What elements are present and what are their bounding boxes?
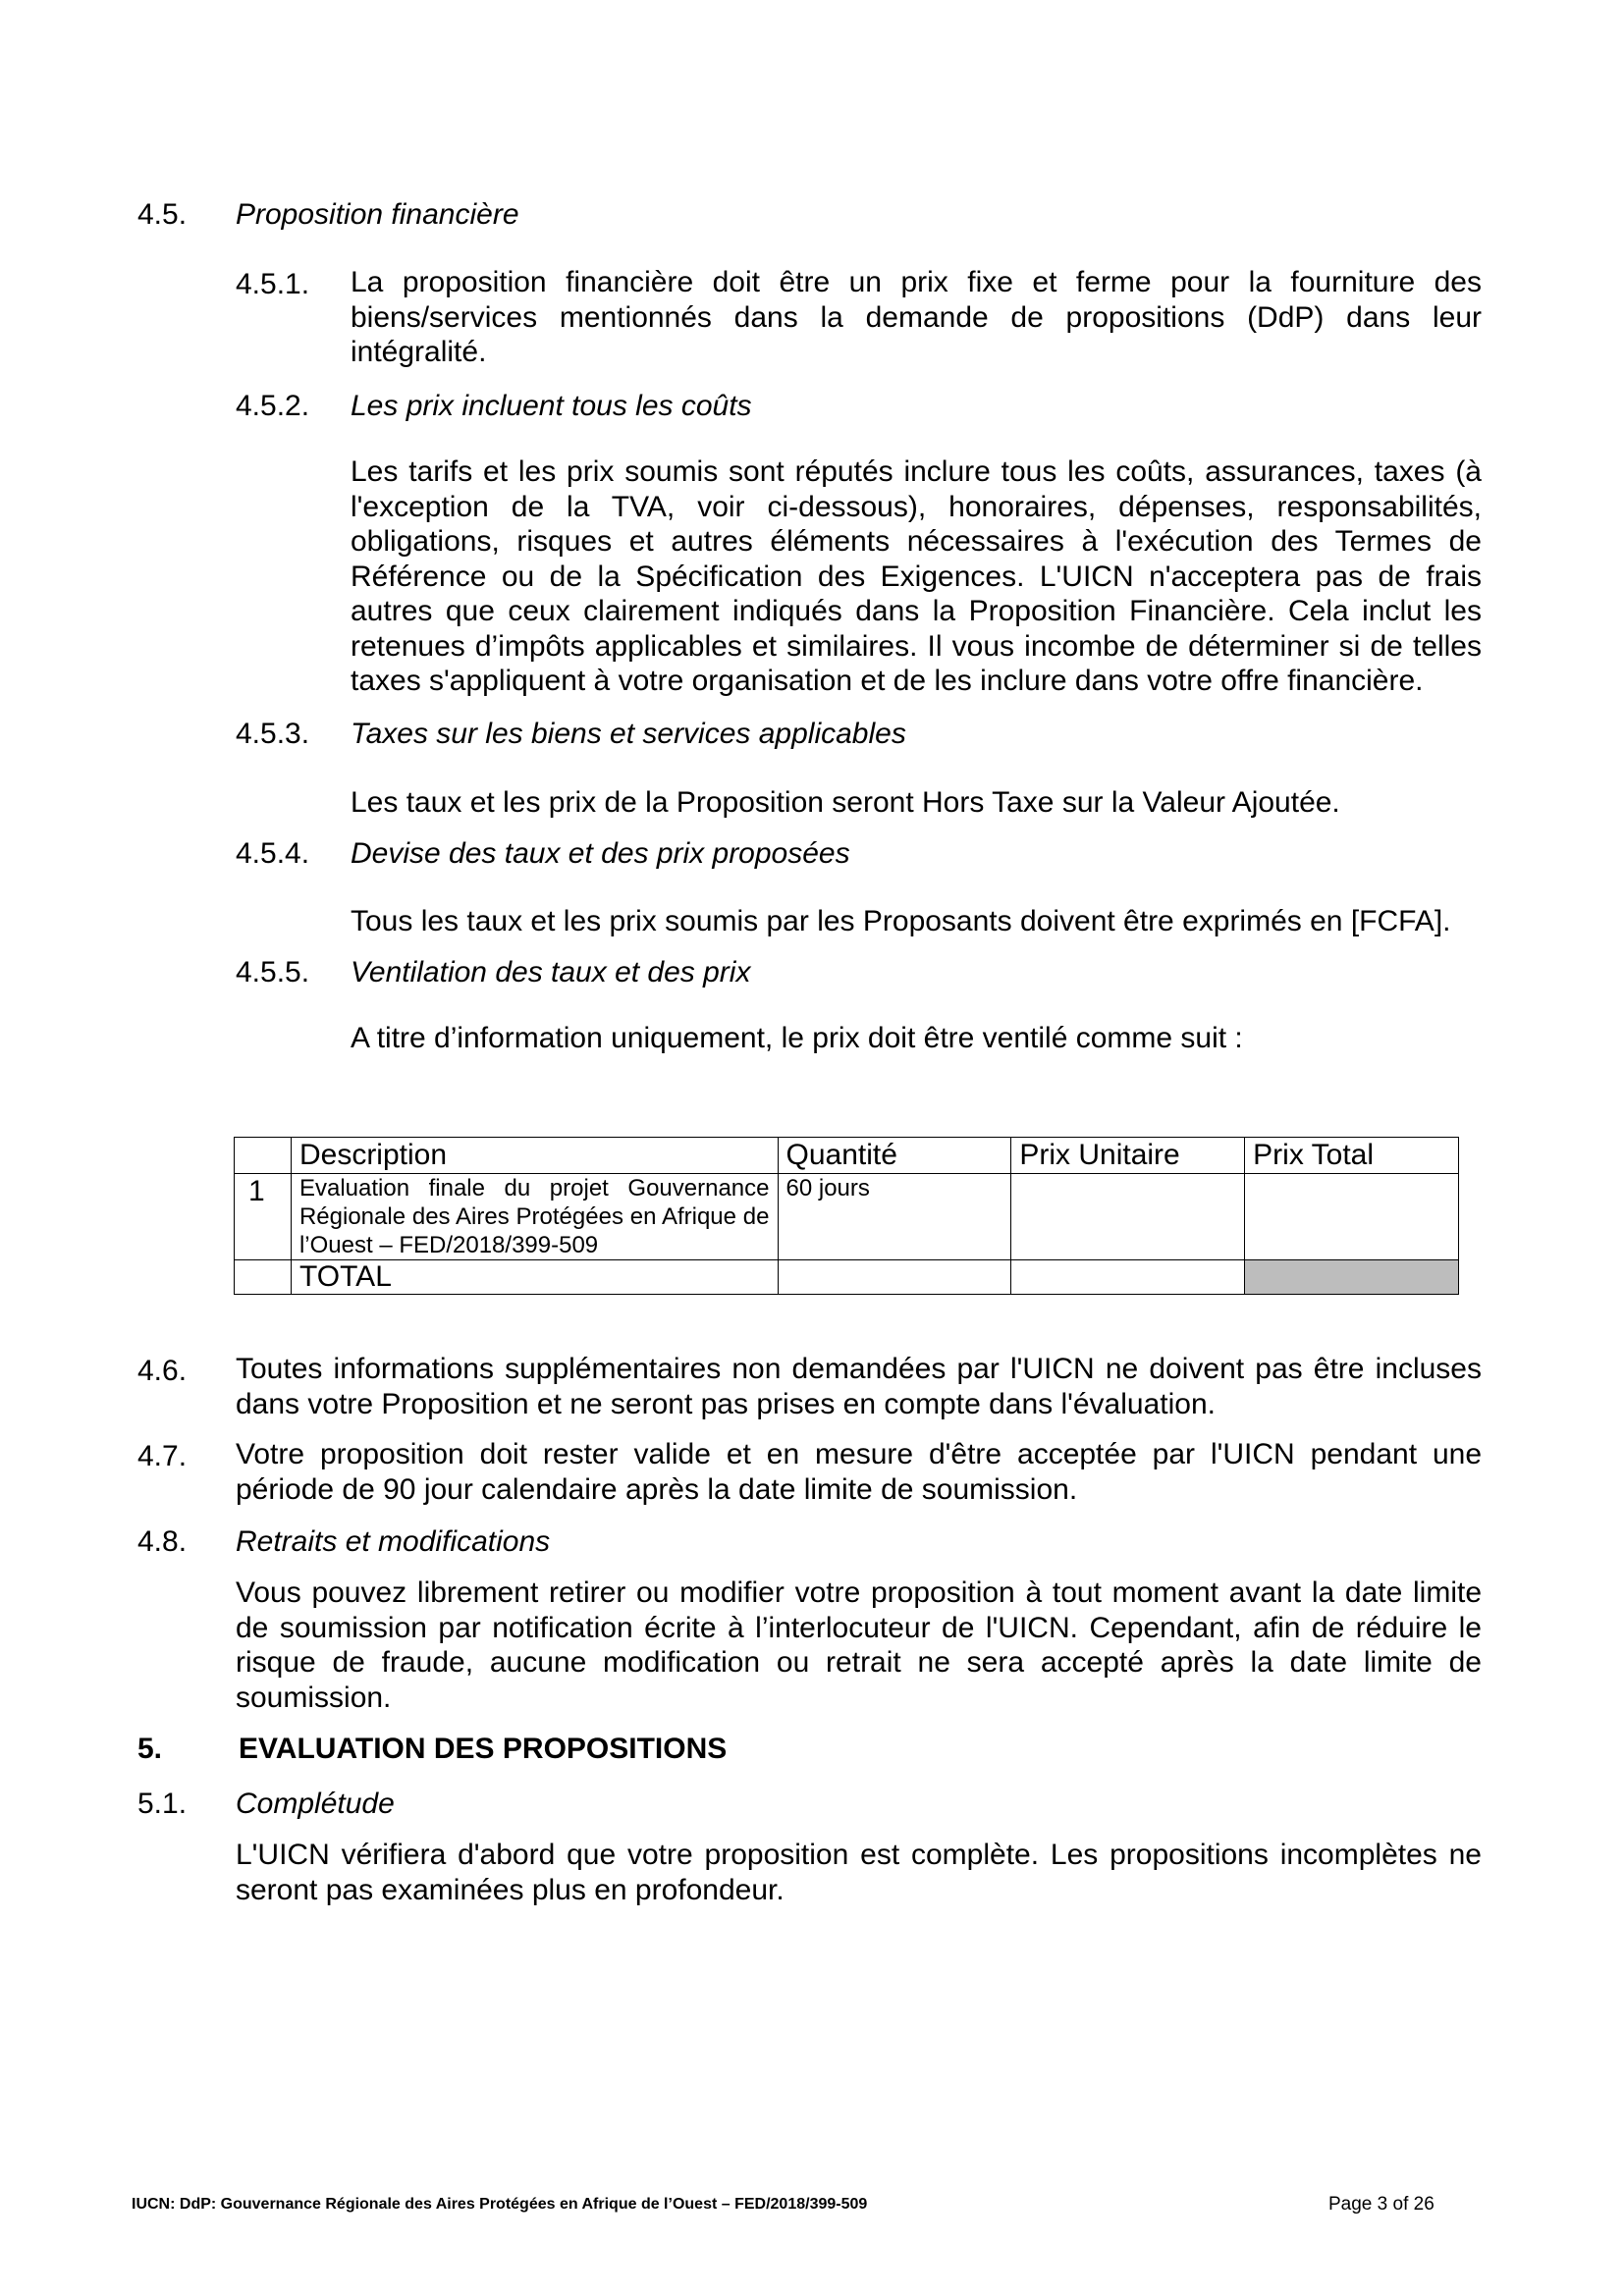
section-number: 4.8. xyxy=(137,1525,188,1558)
chapter-number: 5. xyxy=(137,1733,163,1765)
table-header-cell xyxy=(235,1138,292,1174)
section-number: 4.5. xyxy=(137,198,188,231)
subsection-title: Les prix incluent tous les coûts xyxy=(351,390,752,422)
table-cell xyxy=(1011,1260,1245,1295)
section-title: Complétude xyxy=(236,1788,395,1820)
section-number: 4.6. xyxy=(137,1355,188,1387)
subsection-title: Devise des taux et des prix proposées xyxy=(351,837,850,870)
footer-page-number: Page 3 of 26 xyxy=(1328,2194,1435,2215)
subsection-title: Ventilation des taux et des prix xyxy=(351,956,751,988)
table-total-row xyxy=(235,1260,1459,1295)
table-header-cell: Description xyxy=(291,1138,778,1174)
table-cell xyxy=(235,1260,292,1295)
table-cell xyxy=(1245,1174,1459,1260)
table-cell xyxy=(778,1260,1011,1295)
table-cell: TOTAL xyxy=(291,1260,778,1295)
section-title: Retraits et modifications xyxy=(236,1525,551,1558)
paragraph: Les tarifs et les prix soumis sont réputés inclure tous les coûts, assurances, taxes (à l'exception de la TVA, voir ci-dessous), honoraires, dépenses, responsabilités, obligations, risques et autres éléments nécessaires à l'exécution des Termes de Référence ou de la Spécification des Exigences. L'UICN n'acceptera pas de frais autres que ceux clairement indiqués dans la Proposition Financière. Cela inclut les retenues d’impôts applicables et similaires. Il vous incombe de déterminer si de telles taxes s'appliquent à votre organisation et de les inclure dans votre offre financière. xyxy=(351,455,1482,697)
paragraph: Tous les taux et les prix soumis par les Proposants doivent être exprimés en [FCFA]. xyxy=(351,905,1451,937)
subsection-number: 4.5.4. xyxy=(236,837,310,870)
paragraph: Les taux et les prix de la Proposition seront Hors Taxe sur la Valeur Ajoutée. xyxy=(351,786,1340,819)
subsection-number: 4.5.2. xyxy=(236,390,310,422)
subsection-number: 4.5.3. xyxy=(236,718,310,750)
paragraph: Toutes informations supplémentaires non demandées par l'UICN ne doivent pas être incluses dans votre Proposition et ne seront pas prises en compte dans l'évaluation. xyxy=(236,1353,1482,1420)
paragraph: Votre proposition doit rester valide et en mesure d'être acceptée par l'UICN pendant une période de 90 jour calendaire après la date limite de soumission. xyxy=(236,1438,1482,1506)
table-header-row xyxy=(235,1138,1459,1174)
section-number: 4.7. xyxy=(137,1440,188,1472)
section-title: Proposition financière xyxy=(236,198,519,231)
section-number: 5.1. xyxy=(137,1788,188,1820)
paragraph: Vous pouvez librement retirer ou modifier votre proposition à tout moment avant la date limite de soumission par notification écrite à l’interlocuteur de l'UICN. Cependant, afin de réduire le risque de fraude, aucune modification ou retrait ne sera accepté après la date limite de soumission. xyxy=(236,1576,1482,1714)
table-cell-shaded xyxy=(1245,1260,1459,1295)
table-header-cell: Prix Unitaire xyxy=(1011,1138,1245,1174)
chapter-title: EVALUATION DES PROPOSITIONS xyxy=(239,1733,728,1765)
table-cell: 1 xyxy=(235,1174,292,1260)
paragraph: La proposition financière doit être un prix fixe et ferme pour la fourniture des biens/services mentionnés dans la demande de propositions (DdP) dans leur intégralité. xyxy=(351,266,1482,368)
table-row xyxy=(235,1174,1459,1260)
table-cell xyxy=(1011,1174,1245,1260)
paragraph: L'UICN vérifiera d'abord que votre proposition est complète. Les propositions incomplètes ne seront pas examinées plus en profondeur. xyxy=(236,1839,1482,1906)
table-header-cell: Prix Total xyxy=(1245,1138,1459,1174)
table-cell: 60 jours xyxy=(778,1174,1011,1260)
subsection-number: 4.5.5. xyxy=(236,956,310,988)
table-header-cell: Quantité xyxy=(778,1138,1011,1174)
subsection-number: 4.5.1. xyxy=(236,268,310,300)
footer-document-reference: IUCN: DdP: Gouvernance Régionale des Aires Protégées en Afrique de l’Ouest – FED/2018/399-509 xyxy=(132,2196,868,2213)
paragraph: A titre d’information uniquement, le prix doit être ventilé comme suit : xyxy=(351,1022,1243,1054)
price-breakdown-table xyxy=(234,1137,1459,1295)
table-cell: Evaluation finale du projet Gouvernance Régionale des Aires Protégées en Afrique de l’Ouest – FED/2018/399-509 xyxy=(291,1174,778,1260)
subsection-title: Taxes sur les biens et services applicables xyxy=(351,718,906,750)
